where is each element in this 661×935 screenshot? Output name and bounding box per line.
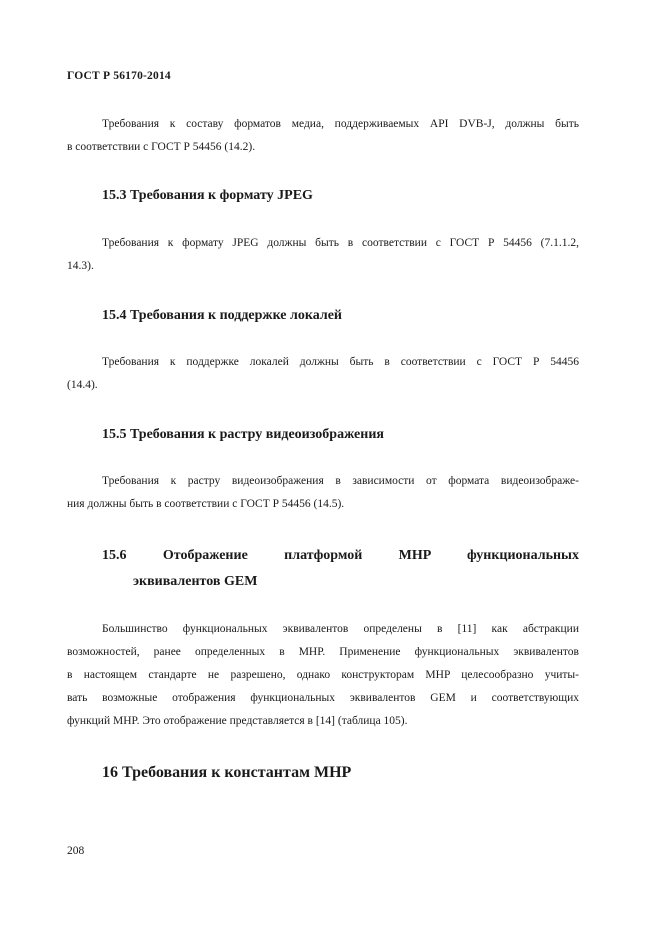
section-15-4-paragraph [67,351,579,397]
paragraph-line: 14.3). [67,260,94,272]
paragraph-line: Требования к формату JPEG должны быть в соответствии с ГОСТ Р 54456 (7.1.1.2, [102,237,579,249]
intro-paragraph [67,113,579,159]
paragraph-line: Большинство функциональных эквивалентов определены в [11] как абстракции [102,623,579,635]
paragraph-line: (14.4). [67,379,98,391]
heading-line: 15.6 Отображение платформой MHP функциональных [102,548,579,563]
section-15-5-heading: 15.5 Требования к растру видеоизображения [102,427,384,442]
paragraph-line: Требования к составу форматов медиа, поддерживаемых API DVB-J, должны быть [102,118,579,130]
paragraph-line: функций MHP. Это отображение представляется в [14] (таблица 105). [67,715,408,727]
paragraph-line: вать возможные отображения функциональных эквивалентов GEM и соответствующих [67,692,579,704]
page-number: 208 [67,845,85,857]
section-15-4-heading: 15.4 Требования к поддержке локалей [102,308,342,323]
paragraph-line: в соответствии с ГОСТ Р 54456 (14.2). [67,141,256,153]
paragraph-line: ния должны быть в соответствии с ГОСТ Р 54456 (14.5). [67,498,345,510]
section-15-6-paragraph [67,618,579,733]
paragraph-line: в настоящем стандарте не разрешено, однако конструкторам MHP целесообразно учиты- [67,669,579,681]
paragraph-line: Требования к поддержке локалей должны быть в соответствии с ГОСТ Р 54456 [102,356,579,368]
section-16-heading: 16 Требования к константам MHP [102,764,352,781]
heading-line: эквивалентов GEM [133,574,258,589]
paragraph-line: возможностей, ранее определенных в MHP. Применение функциональных эквивалентов [67,646,579,658]
section-15-5-paragraph [67,470,579,516]
section-15-3-heading: 15.3 Требования к формату JPEG [102,188,313,203]
paragraph-line: Требования к растру видеоизображения в зависимости от формата видеоизображе- [102,475,579,487]
section-15-6-heading [102,543,579,595]
section-15-3-paragraph [67,232,579,278]
document-header: ГОСТ Р 56170-2014 [67,70,171,82]
